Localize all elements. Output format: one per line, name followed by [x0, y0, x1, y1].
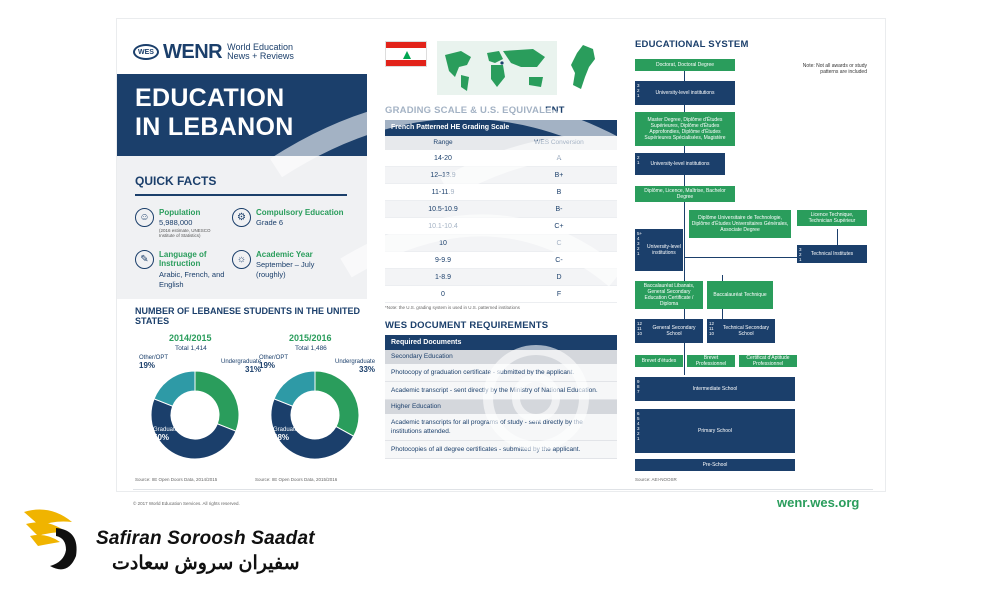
inter-years: 9 8 7: [637, 379, 640, 394]
grading-table-header: [385, 136, 617, 150]
chart-1-undergrad-pct: 31%: [245, 365, 262, 374]
grade-wes: F: [556, 291, 562, 298]
col-wes: WES Conversion: [534, 139, 584, 146]
fact-population: [135, 208, 245, 248]
company-wings-logo-icon: [20, 500, 100, 580]
title-line-2: IN LEBANON: [135, 113, 294, 141]
box-cap: Certificat d'Aptitude Professionnel: [739, 355, 797, 367]
lebanon-map-icon: [563, 43, 601, 93]
fact-population-note: (2016 estimate, UNESCO Institute of Statistics): [159, 228, 211, 238]
chart-1-other-pct: 19%: [139, 361, 156, 370]
higher-education-header: Higher Education: [385, 400, 617, 414]
wenr-url-link[interactable]: wenr.wes.org: [777, 495, 860, 510]
box-bac-technique: Baccalauréat Technique: [707, 281, 773, 309]
grade-range: 14-20: [434, 155, 452, 162]
fact-academic-year: [232, 250, 342, 290]
tech-label: Technical Institutes: [810, 251, 854, 257]
uni1-label: University-level institutions: [655, 90, 715, 96]
chart-2-other-label: [259, 355, 288, 371]
quick-facts-heading: QUICK FACTS: [135, 174, 217, 188]
grade-wes: D: [556, 274, 562, 281]
grade-row: [385, 286, 617, 303]
uni3-years: 5+ 4 3 2 1: [637, 231, 643, 256]
fact-compulsory-label: Compulsory Education: [256, 208, 344, 217]
box-masters: Master Degree, Diplôme d'Études Supérieures, Diplôme d'Études Approfondies, Diplôme d'Études Supérieures Spécialisées, Magistère: [635, 112, 735, 146]
grade-row: [385, 269, 617, 286]
brand-tagline: World Education News + Reviews: [227, 42, 294, 61]
box-university-2: [635, 153, 725, 175]
tech-sec-label: Technical Secondary School: [722, 325, 770, 337]
company-name-fa: سفیران سروش سعادت: [112, 553, 300, 574]
uni2-years: 2 1: [637, 155, 640, 165]
donut-segment-other: [154, 371, 195, 406]
grade-wes: C-: [555, 257, 563, 264]
chart-2-total: Total 1,486: [295, 345, 327, 352]
chart-2-graduate-label: [273, 427, 298, 443]
infographic-poster: [116, 18, 886, 510]
secondary-education-header: Secondary Education: [385, 350, 617, 364]
chart-2-other-pct: 19%: [259, 361, 276, 370]
box-intermediate: [635, 377, 795, 401]
chart-2-graduate-text: Graduate: [273, 427, 299, 433]
grade-range: 1-8.9: [435, 274, 451, 281]
fact-academic-year-value: September – July (roughly): [256, 260, 315, 279]
wenr-brand: [133, 37, 313, 67]
fact-language: [135, 250, 245, 296]
higher-item-1: Academic transcripts for all programs of study - sent directly by the institutions attended.: [385, 414, 617, 441]
primary-years: 6 5 4 3 2 1: [637, 411, 640, 441]
edu-system-heading: EDUCATIONAL SYSTEM: [635, 39, 749, 50]
box-technical-institutes: [797, 245, 867, 263]
chart-1-other-label: [139, 355, 168, 371]
gear-icon: ⚙: [232, 208, 251, 227]
donut-segment-other: [274, 371, 315, 406]
quick-facts-divider: [135, 194, 347, 196]
fact-language-label: Language of Instruction: [159, 250, 207, 268]
box-licence-technique: Licence Technique, Technician Supérieur: [797, 210, 867, 226]
grading-note: *Note: the U.S. grading system is used in U.S. patterned institutions: [385, 305, 520, 310]
secondary-item-1: Photocopy of graduation certificate - submitted by the applicant.: [385, 364, 617, 382]
chart-1-total: Total 1,414: [175, 345, 207, 352]
fact-population-value: 5,988,000: [159, 218, 193, 227]
grade-row: [385, 235, 617, 252]
donut-chart-2014: [147, 367, 243, 463]
box-bac: Baccalauréat Libanais, General Secondary Education Certificate / Diploma: [635, 281, 703, 309]
donut-chart-2015: [267, 367, 363, 463]
cedar-icon: [403, 51, 411, 59]
grade-wes: C: [556, 240, 562, 247]
chart-2-source: Source: IIE Open Doors Data, 2015/2016: [255, 477, 338, 482]
quick-facts-panel: [117, 156, 367, 299]
calendar-icon: ☼: [232, 250, 251, 269]
fact-compulsory-value: Grade 6: [256, 218, 284, 227]
grade-range: 11-11.9: [431, 189, 455, 196]
fact-compulsory: [232, 208, 342, 238]
grade-range: 10: [439, 240, 447, 247]
grading-heading: GRADING SCALE & U.S. EQUIVALENT: [385, 105, 565, 116]
uni2-label: University-level institutions: [650, 161, 710, 167]
grade-range: 9-9.9: [435, 257, 451, 264]
chart-2-other-text: Other/OPT: [259, 355, 289, 361]
gen-sec-label: General Secondary School: [652, 325, 696, 337]
title-block: [117, 74, 367, 156]
box-licence: Diplôme, Licence, Maîtrise, Bachelor Degree: [635, 186, 735, 202]
grade-wes: B+: [554, 172, 564, 179]
chart-1-other-text: Other/OPT: [139, 355, 169, 361]
tech-years: 3 2 1: [799, 247, 802, 262]
box-dut: Diplôme Universitaire de Technologie, Diplôme d'Études Universitaires Générales, Associate Degree: [689, 210, 791, 238]
grade-range: 0: [441, 291, 445, 298]
chart-1-graduate-label: [153, 427, 178, 443]
students-heading: NUMBER OF LEBANESE STUDENTS IN THE UNITED STATES: [135, 306, 361, 326]
grading-table: [385, 120, 617, 303]
higher-item-2: Photocopies of all degree certificates - submitted by the applicant.: [385, 441, 617, 459]
tech-sec-years: 12 11 10: [709, 321, 715, 336]
grading-rows: [385, 150, 617, 303]
grade-range: 12–13.9: [430, 172, 456, 179]
chart-1-year: 2014/2015: [169, 333, 212, 343]
box-preschool: Pre-School: [635, 459, 795, 471]
box-brevet-professionnel: Brevet Professionnel: [687, 355, 735, 367]
documents-heading: WES DOCUMENT REQUIREMENTS: [385, 320, 549, 331]
title-line-1: EDUCATION: [135, 84, 285, 112]
inter-label: Intermediate School: [692, 386, 738, 392]
uni1-years: 3 2 1: [637, 83, 640, 98]
chart-1-graduate-pct: 50%: [153, 433, 170, 442]
world-map-icon: [437, 41, 557, 95]
grade-row: [385, 252, 617, 269]
fact-academic-year-label: Academic Year: [256, 250, 313, 259]
grade-row: [385, 150, 617, 167]
chart-2-undergrad-text: Undergraduate: [335, 359, 376, 365]
wes-logo-icon: WES: [133, 44, 159, 60]
box-primary: [635, 409, 795, 453]
box-general-secondary: [635, 319, 703, 343]
donut-segment-undergraduate: [315, 371, 359, 436]
chart-2-graduate-pct: 48%: [273, 433, 290, 442]
chart-1-undergrad-label: [221, 359, 261, 375]
grade-row: [385, 167, 617, 184]
donut-segment-undergraduate: [195, 371, 239, 431]
edu-system-note: Note: Not all awards or study patterns are included: [802, 63, 867, 75]
box-technical-secondary: [707, 319, 775, 343]
grade-wes: B-: [555, 206, 563, 213]
lebanon-flag: [385, 41, 427, 67]
grade-wes: B: [556, 189, 562, 196]
grade-range: 10.5-10.9: [428, 206, 458, 213]
chart-1-undergrad-text: Undergraduate: [221, 359, 262, 365]
chart-2-undergrad-pct: 33%: [359, 365, 376, 374]
chart-1-graduate-text: Graduate: [153, 427, 179, 433]
edu-system-source: Source: AEI-NOOSR: [635, 477, 677, 482]
brand-name: WENR: [163, 40, 223, 63]
grading-table-title: French Patterned HE Grading Scale: [385, 120, 617, 136]
grade-row: [385, 201, 617, 218]
uni3-label: University-level institutions: [647, 244, 681, 256]
col-range: Range: [433, 139, 453, 146]
chart-2-undergrad-label: [335, 359, 375, 375]
footer-divider: [133, 489, 873, 490]
speech-icon: ✎: [135, 250, 154, 269]
company-name-en: Safiran Soroosh Saadat: [96, 528, 315, 549]
fact-language-value: Arabic, French, and English: [159, 270, 225, 289]
fact-population-label: Population: [159, 208, 201, 217]
grade-wes: A: [556, 155, 562, 162]
primary-label: Primary School: [698, 428, 732, 434]
secondary-item-2: Academic transcript - sent directly by the Ministry of National Education.: [385, 382, 617, 400]
grade-row: [385, 218, 617, 235]
chart-2-year: 2015/2016: [289, 333, 332, 343]
required-documents-bar: Required Documents: [385, 335, 617, 350]
box-university-1: [635, 81, 735, 105]
box-doctorate: Doctorat, Doctoral Degree: [635, 59, 735, 71]
grade-row: [385, 184, 617, 201]
gen-sec-years: 12 11 10: [637, 321, 643, 336]
grade-range: 10.1-10.4: [428, 223, 458, 230]
box-brevet: Brevet d'études: [635, 355, 683, 367]
grade-wes: C+: [554, 223, 564, 230]
box-university-3: [635, 229, 683, 271]
documents-table: [385, 335, 617, 459]
copyright: © 2017 World Education Services. All rights reserved.: [133, 501, 240, 506]
chart-1-source: Source: IIE Open Doors Data, 2014/2015: [135, 477, 218, 482]
people-icon: ☺: [135, 208, 154, 227]
